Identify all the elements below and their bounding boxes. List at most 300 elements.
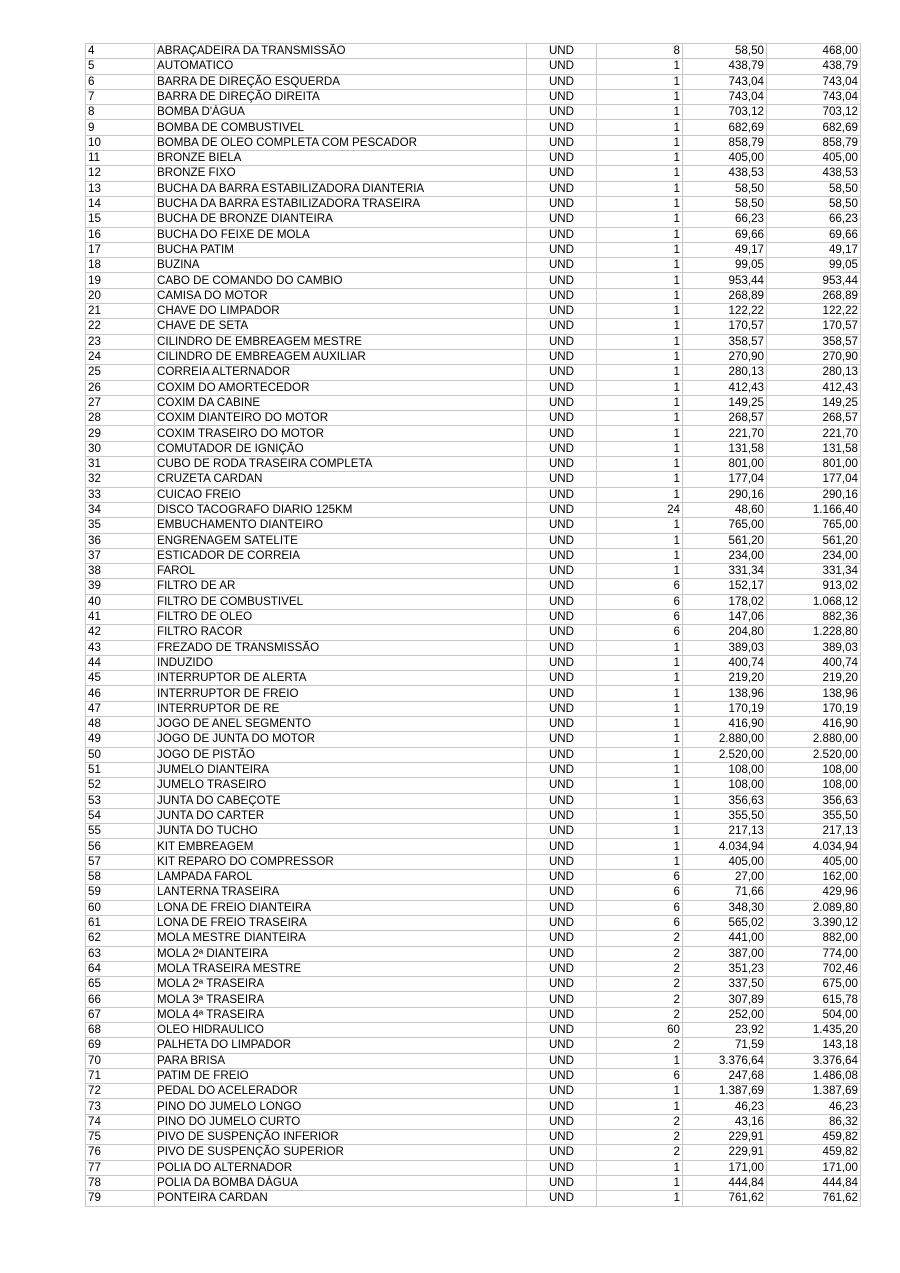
item-number-cell: 42 bbox=[86, 625, 155, 640]
item-quantity-cell: 1 bbox=[597, 74, 683, 89]
item-total-cell: 356,63 bbox=[767, 793, 861, 808]
table-row bbox=[86, 671, 861, 686]
item-unit-cell: UND bbox=[527, 1145, 597, 1160]
item-number-cell: 21 bbox=[86, 304, 155, 319]
item-total-cell: 268,89 bbox=[767, 288, 861, 303]
item-unit-price-cell: 229,91 bbox=[683, 1145, 767, 1160]
item-unit-cell: UND bbox=[527, 242, 597, 257]
item-number-cell: 20 bbox=[86, 288, 155, 303]
table-row bbox=[86, 625, 861, 640]
item-total-cell: 765,00 bbox=[767, 518, 861, 533]
item-quantity-cell: 1 bbox=[597, 747, 683, 762]
item-description-cell: JUNTA DO CARTER bbox=[155, 808, 527, 823]
item-quantity-cell: 60 bbox=[597, 1023, 683, 1038]
item-total-cell: 913,02 bbox=[767, 579, 861, 594]
item-unit-price-cell: 108,00 bbox=[683, 762, 767, 777]
item-number-cell: 71 bbox=[86, 1068, 155, 1083]
table-row bbox=[86, 1191, 861, 1206]
item-description-cell: PONTEIRA CARDAN bbox=[155, 1191, 527, 1206]
table-row bbox=[86, 762, 861, 777]
item-total-cell: 3.376,64 bbox=[767, 1053, 861, 1068]
item-description-cell: COMUTADOR DE IGNIÇÃO bbox=[155, 441, 527, 456]
item-total-cell: 234,00 bbox=[767, 548, 861, 563]
item-total-cell: 4.034,94 bbox=[767, 839, 861, 854]
item-quantity-cell: 2 bbox=[597, 961, 683, 976]
item-number-cell: 43 bbox=[86, 640, 155, 655]
item-number-cell: 36 bbox=[86, 533, 155, 548]
table-row bbox=[86, 1145, 861, 1160]
item-quantity-cell: 1 bbox=[597, 334, 683, 349]
item-number-cell: 56 bbox=[86, 839, 155, 854]
item-description-cell: JOGO DE ANEL SEGMENTO bbox=[155, 717, 527, 732]
table-row bbox=[86, 1160, 861, 1175]
item-description-cell: CUICAO FREIO bbox=[155, 487, 527, 502]
item-description-cell: COXIM TRASEIRO DO MOTOR bbox=[155, 426, 527, 441]
item-total-cell: 108,00 bbox=[767, 762, 861, 777]
item-quantity-cell: 1 bbox=[597, 349, 683, 364]
item-quantity-cell: 2 bbox=[597, 1145, 683, 1160]
item-unit-price-cell: 268,89 bbox=[683, 288, 767, 303]
item-unit-price-cell: 71,59 bbox=[683, 1038, 767, 1053]
item-description-cell: FAROL bbox=[155, 564, 527, 579]
table-row bbox=[86, 686, 861, 701]
item-unit-price-cell: 252,00 bbox=[683, 1007, 767, 1022]
item-unit-cell: UND bbox=[527, 44, 597, 59]
item-quantity-cell: 6 bbox=[597, 594, 683, 609]
item-unit-price-cell: 204,80 bbox=[683, 625, 767, 640]
item-unit-cell: UND bbox=[527, 747, 597, 762]
item-number-cell: 18 bbox=[86, 258, 155, 273]
item-unit-cell: UND bbox=[527, 961, 597, 976]
item-total-cell: 149,25 bbox=[767, 395, 861, 410]
item-unit-cell: UND bbox=[527, 105, 597, 120]
item-unit-price-cell: 400,74 bbox=[683, 655, 767, 670]
item-unit-price-cell: 438,79 bbox=[683, 59, 767, 74]
items-table-body bbox=[86, 44, 861, 1207]
item-unit-cell: UND bbox=[527, 135, 597, 150]
item-quantity-cell: 2 bbox=[597, 1114, 683, 1129]
item-unit-cell: UND bbox=[527, 609, 597, 624]
table-row bbox=[86, 273, 861, 288]
item-quantity-cell: 1 bbox=[597, 762, 683, 777]
table-row bbox=[86, 196, 861, 211]
item-unit-price-cell: 337,50 bbox=[683, 977, 767, 992]
item-quantity-cell: 1 bbox=[597, 457, 683, 472]
item-unit-cell: UND bbox=[527, 1084, 597, 1099]
item-quantity-cell: 1 bbox=[597, 824, 683, 839]
item-total-cell: 858,79 bbox=[767, 135, 861, 150]
item-number-cell: 70 bbox=[86, 1053, 155, 1068]
item-quantity-cell: 2 bbox=[597, 931, 683, 946]
item-quantity-cell: 1 bbox=[597, 242, 683, 257]
item-description-cell: COXIM DIANTEIRO DO MOTOR bbox=[155, 411, 527, 426]
item-quantity-cell: 1 bbox=[597, 518, 683, 533]
item-unit-cell: UND bbox=[527, 640, 597, 655]
table-row bbox=[86, 701, 861, 716]
item-unit-cell: UND bbox=[527, 365, 597, 380]
item-unit-price-cell: 703,12 bbox=[683, 105, 767, 120]
item-total-cell: 49,17 bbox=[767, 242, 861, 257]
item-number-cell: 77 bbox=[86, 1160, 155, 1175]
item-description-cell: JUNTA DO CABEÇOTE bbox=[155, 793, 527, 808]
item-total-cell: 504,00 bbox=[767, 1007, 861, 1022]
item-description-cell: FREZADO DE TRANSMISSÃO bbox=[155, 640, 527, 655]
item-quantity-cell: 1 bbox=[597, 196, 683, 211]
item-unit-price-cell: 270,90 bbox=[683, 349, 767, 364]
item-unit-cell: UND bbox=[527, 548, 597, 563]
table-row bbox=[86, 135, 861, 150]
item-quantity-cell: 1 bbox=[597, 166, 683, 181]
item-unit-price-cell: 290,16 bbox=[683, 487, 767, 502]
item-quantity-cell: 1 bbox=[597, 151, 683, 166]
item-number-cell: 65 bbox=[86, 977, 155, 992]
item-quantity-cell: 1 bbox=[597, 89, 683, 104]
item-unit-cell: UND bbox=[527, 472, 597, 487]
item-total-cell: 219,20 bbox=[767, 671, 861, 686]
item-total-cell: 702,46 bbox=[767, 961, 861, 976]
item-number-cell: 69 bbox=[86, 1038, 155, 1053]
item-unit-cell: UND bbox=[527, 304, 597, 319]
item-description-cell: BARRA DE DIREÇÃO DIREITA bbox=[155, 89, 527, 104]
item-unit-price-cell: 355,50 bbox=[683, 808, 767, 823]
table-row bbox=[86, 564, 861, 579]
item-unit-price-cell: 765,00 bbox=[683, 518, 767, 533]
item-number-cell: 23 bbox=[86, 334, 155, 349]
item-quantity-cell: 1 bbox=[597, 1053, 683, 1068]
item-unit-cell: UND bbox=[527, 1160, 597, 1175]
item-description-cell: MOLA 4ª TRASEIRA bbox=[155, 1007, 527, 1022]
item-number-cell: 59 bbox=[86, 885, 155, 900]
item-total-cell: 358,57 bbox=[767, 334, 861, 349]
item-number-cell: 4 bbox=[86, 44, 155, 59]
item-unit-price-cell: 405,00 bbox=[683, 854, 767, 869]
table-row bbox=[86, 166, 861, 181]
item-total-cell: 412,43 bbox=[767, 380, 861, 395]
item-quantity-cell: 1 bbox=[597, 273, 683, 288]
table-row bbox=[86, 747, 861, 762]
table-row bbox=[86, 89, 861, 104]
item-quantity-cell: 6 bbox=[597, 900, 683, 915]
table-row bbox=[86, 258, 861, 273]
item-number-cell: 74 bbox=[86, 1114, 155, 1129]
item-total-cell: 171,00 bbox=[767, 1160, 861, 1175]
item-number-cell: 39 bbox=[86, 579, 155, 594]
table-row bbox=[86, 227, 861, 242]
item-unit-price-cell: 58,50 bbox=[683, 44, 767, 59]
item-description-cell: KIT EMBREAGEM bbox=[155, 839, 527, 854]
item-number-cell: 11 bbox=[86, 151, 155, 166]
item-unit-price-cell: 108,00 bbox=[683, 778, 767, 793]
item-unit-price-cell: 348,30 bbox=[683, 900, 767, 915]
item-unit-cell: UND bbox=[527, 1038, 597, 1053]
item-unit-price-cell: 953,44 bbox=[683, 273, 767, 288]
item-description-cell: INDUZIDO bbox=[155, 655, 527, 670]
item-description-cell: INTERRUPTOR DE RE bbox=[155, 701, 527, 716]
item-unit-cell: UND bbox=[527, 59, 597, 74]
item-unit-price-cell: 2.520,00 bbox=[683, 747, 767, 762]
item-total-cell: 743,04 bbox=[767, 89, 861, 104]
item-quantity-cell: 2 bbox=[597, 1038, 683, 1053]
item-total-cell: 416,90 bbox=[767, 717, 861, 732]
item-quantity-cell: 1 bbox=[597, 181, 683, 196]
item-number-cell: 63 bbox=[86, 946, 155, 961]
item-quantity-cell: 1 bbox=[597, 778, 683, 793]
item-unit-cell: UND bbox=[527, 594, 597, 609]
item-quantity-cell: 1 bbox=[597, 120, 683, 135]
item-unit-cell: UND bbox=[527, 258, 597, 273]
item-unit-price-cell: 66,23 bbox=[683, 212, 767, 227]
item-number-cell: 27 bbox=[86, 395, 155, 410]
item-quantity-cell: 1 bbox=[597, 304, 683, 319]
item-number-cell: 58 bbox=[86, 870, 155, 885]
item-number-cell: 53 bbox=[86, 793, 155, 808]
item-description-cell: PALHETA DO LIMPADOR bbox=[155, 1038, 527, 1053]
item-quantity-cell: 1 bbox=[597, 105, 683, 120]
table-row bbox=[86, 151, 861, 166]
item-quantity-cell: 1 bbox=[597, 319, 683, 334]
item-unit-price-cell: 351,23 bbox=[683, 961, 767, 976]
item-number-cell: 66 bbox=[86, 992, 155, 1007]
item-unit-cell: UND bbox=[527, 778, 597, 793]
item-quantity-cell: 1 bbox=[597, 1160, 683, 1175]
item-description-cell: BUCHA DA BARRA ESTABILIZADORA TRASEIRA bbox=[155, 196, 527, 211]
item-quantity-cell: 6 bbox=[597, 870, 683, 885]
item-total-cell: 682,69 bbox=[767, 120, 861, 135]
item-unit-price-cell: 23,92 bbox=[683, 1023, 767, 1038]
item-description-cell: MOLA 3ª TRASEIRA bbox=[155, 992, 527, 1007]
item-number-cell: 28 bbox=[86, 411, 155, 426]
item-unit-cell: UND bbox=[527, 1175, 597, 1190]
item-unit-cell: UND bbox=[527, 74, 597, 89]
item-description-cell: CRUZETA CARDAN bbox=[155, 472, 527, 487]
item-quantity-cell: 1 bbox=[597, 288, 683, 303]
item-unit-cell: UND bbox=[527, 151, 597, 166]
item-total-cell: 221,70 bbox=[767, 426, 861, 441]
item-description-cell: LONA DE FREIO TRASEIRA bbox=[155, 915, 527, 930]
item-total-cell: 170,57 bbox=[767, 319, 861, 334]
item-description-cell: JUNTA DO TUCHO bbox=[155, 824, 527, 839]
item-unit-price-cell: 219,20 bbox=[683, 671, 767, 686]
table-row bbox=[86, 288, 861, 303]
item-quantity-cell: 1 bbox=[597, 411, 683, 426]
table-row bbox=[86, 870, 861, 885]
item-total-cell: 405,00 bbox=[767, 151, 861, 166]
item-total-cell: 331,34 bbox=[767, 564, 861, 579]
item-unit-price-cell: 49,17 bbox=[683, 242, 767, 257]
item-unit-price-cell: 170,19 bbox=[683, 701, 767, 716]
item-total-cell: 801,00 bbox=[767, 457, 861, 472]
item-total-cell: 774,00 bbox=[767, 946, 861, 961]
item-description-cell: JOGO DE JUNTA DO MOTOR bbox=[155, 732, 527, 747]
item-quantity-cell: 1 bbox=[597, 212, 683, 227]
table-row bbox=[86, 839, 861, 854]
item-unit-price-cell: 43,16 bbox=[683, 1114, 767, 1129]
item-total-cell: 400,74 bbox=[767, 655, 861, 670]
item-number-cell: 8 bbox=[86, 105, 155, 120]
item-quantity-cell: 1 bbox=[597, 426, 683, 441]
item-unit-cell: UND bbox=[527, 487, 597, 502]
item-number-cell: 57 bbox=[86, 854, 155, 869]
item-quantity-cell: 8 bbox=[597, 44, 683, 59]
item-unit-price-cell: 177,04 bbox=[683, 472, 767, 487]
item-unit-cell: UND bbox=[527, 89, 597, 104]
item-total-cell: 468,00 bbox=[767, 44, 861, 59]
item-number-cell: 45 bbox=[86, 671, 155, 686]
table-row bbox=[86, 426, 861, 441]
item-description-cell: CORREIA ALTERNADOR bbox=[155, 365, 527, 380]
item-unit-cell: UND bbox=[527, 1114, 597, 1129]
item-number-cell: 29 bbox=[86, 426, 155, 441]
table-row bbox=[86, 1053, 861, 1068]
item-description-cell: JUMELO DIANTEIRA bbox=[155, 762, 527, 777]
table-row bbox=[86, 1038, 861, 1053]
item-total-cell: 405,00 bbox=[767, 854, 861, 869]
item-total-cell: 177,04 bbox=[767, 472, 861, 487]
table-row bbox=[86, 59, 861, 74]
item-unit-price-cell: 171,00 bbox=[683, 1160, 767, 1175]
item-total-cell: 761,62 bbox=[767, 1191, 861, 1206]
item-unit-cell: UND bbox=[527, 625, 597, 640]
item-description-cell: AUTOMATICO bbox=[155, 59, 527, 74]
item-number-cell: 38 bbox=[86, 564, 155, 579]
item-unit-price-cell: 743,04 bbox=[683, 74, 767, 89]
item-quantity-cell: 24 bbox=[597, 502, 683, 517]
item-number-cell: 16 bbox=[86, 227, 155, 242]
table-row bbox=[86, 717, 861, 732]
table-row bbox=[86, 242, 861, 257]
table-row bbox=[86, 518, 861, 533]
item-description-cell: CILINDRO DE EMBREAGEM AUXILIAR bbox=[155, 349, 527, 364]
item-quantity-cell: 1 bbox=[597, 640, 683, 655]
table-row bbox=[86, 992, 861, 1007]
item-unit-price-cell: 122,22 bbox=[683, 304, 767, 319]
item-unit-cell: UND bbox=[527, 808, 597, 823]
table-row bbox=[86, 319, 861, 334]
item-total-cell: 389,03 bbox=[767, 640, 861, 655]
item-unit-cell: UND bbox=[527, 870, 597, 885]
item-number-cell: 78 bbox=[86, 1175, 155, 1190]
item-number-cell: 76 bbox=[86, 1145, 155, 1160]
item-total-cell: 438,53 bbox=[767, 166, 861, 181]
item-number-cell: 34 bbox=[86, 502, 155, 517]
item-description-cell: PINO DO JUMELO CURTO bbox=[155, 1114, 527, 1129]
item-number-cell: 49 bbox=[86, 732, 155, 747]
table-row bbox=[86, 1175, 861, 1190]
item-unit-cell: UND bbox=[527, 380, 597, 395]
item-description-cell: CUBO DE RODA TRASEIRA COMPLETA bbox=[155, 457, 527, 472]
item-number-cell: 10 bbox=[86, 135, 155, 150]
item-unit-cell: UND bbox=[527, 533, 597, 548]
item-total-cell: 268,57 bbox=[767, 411, 861, 426]
item-description-cell: POLIA DO ALTERNADOR bbox=[155, 1160, 527, 1175]
item-unit-price-cell: 138,96 bbox=[683, 686, 767, 701]
table-row bbox=[86, 349, 861, 364]
item-unit-cell: UND bbox=[527, 395, 597, 410]
item-description-cell: EMBUCHAMENTO DIANTEIRO bbox=[155, 518, 527, 533]
table-row bbox=[86, 1084, 861, 1099]
item-description-cell: MOLA TRASEIRA MESTRE bbox=[155, 961, 527, 976]
item-description-cell: LAMPADA FAROL bbox=[155, 870, 527, 885]
item-quantity-cell: 1 bbox=[597, 1175, 683, 1190]
table-row bbox=[86, 793, 861, 808]
item-unit-price-cell: 46,23 bbox=[683, 1099, 767, 1114]
item-unit-cell: UND bbox=[527, 120, 597, 135]
table-row bbox=[86, 977, 861, 992]
item-total-cell: 170,19 bbox=[767, 701, 861, 716]
item-total-cell: 1.228,80 bbox=[767, 625, 861, 640]
item-unit-cell: UND bbox=[527, 717, 597, 732]
item-unit-cell: UND bbox=[527, 1099, 597, 1114]
item-number-cell: 22 bbox=[86, 319, 155, 334]
item-unit-cell: UND bbox=[527, 1007, 597, 1022]
item-unit-price-cell: 229,91 bbox=[683, 1130, 767, 1145]
item-description-cell: KIT REPARO DO COMPRESSOR bbox=[155, 854, 527, 869]
item-description-cell: BUCHA DA BARRA ESTABILIZADORA DIANTERIA bbox=[155, 181, 527, 196]
table-row bbox=[86, 824, 861, 839]
item-number-cell: 7 bbox=[86, 89, 155, 104]
item-total-cell: 108,00 bbox=[767, 778, 861, 793]
item-total-cell: 2.880,00 bbox=[767, 732, 861, 747]
item-unit-cell: UND bbox=[527, 166, 597, 181]
item-number-cell: 47 bbox=[86, 701, 155, 716]
table-row bbox=[86, 1130, 861, 1145]
item-number-cell: 31 bbox=[86, 457, 155, 472]
item-description-cell: DISCO TACOGRAFO DIARIO 125KM bbox=[155, 502, 527, 517]
item-unit-cell: UND bbox=[527, 686, 597, 701]
item-total-cell: 743,04 bbox=[767, 74, 861, 89]
item-quantity-cell: 2 bbox=[597, 1007, 683, 1022]
item-unit-price-cell: 358,57 bbox=[683, 334, 767, 349]
item-quantity-cell: 1 bbox=[597, 701, 683, 716]
item-total-cell: 882,36 bbox=[767, 609, 861, 624]
item-total-cell: 58,50 bbox=[767, 181, 861, 196]
item-total-cell: 99,05 bbox=[767, 258, 861, 273]
item-total-cell: 1.486,08 bbox=[767, 1068, 861, 1083]
item-quantity-cell: 1 bbox=[597, 1084, 683, 1099]
table-row bbox=[86, 594, 861, 609]
table-row bbox=[86, 778, 861, 793]
item-quantity-cell: 1 bbox=[597, 793, 683, 808]
item-number-cell: 37 bbox=[86, 548, 155, 563]
item-total-cell: 58,50 bbox=[767, 196, 861, 211]
table-row bbox=[86, 655, 861, 670]
item-description-cell: FILTRO RACOR bbox=[155, 625, 527, 640]
item-unit-cell: UND bbox=[527, 977, 597, 992]
item-quantity-cell: 1 bbox=[597, 671, 683, 686]
table-row bbox=[86, 380, 861, 395]
item-quantity-cell: 6 bbox=[597, 915, 683, 930]
item-number-cell: 50 bbox=[86, 747, 155, 762]
item-unit-price-cell: 438,53 bbox=[683, 166, 767, 181]
table-row bbox=[86, 732, 861, 747]
item-total-cell: 3.390,12 bbox=[767, 915, 861, 930]
table-row bbox=[86, 1099, 861, 1114]
item-description-cell: INTERRUPTOR DE FREIO bbox=[155, 686, 527, 701]
item-unit-price-cell: 4.034,94 bbox=[683, 839, 767, 854]
item-unit-cell: UND bbox=[527, 701, 597, 716]
item-quantity-cell: 6 bbox=[597, 609, 683, 624]
item-unit-price-cell: 565,02 bbox=[683, 915, 767, 930]
item-description-cell: PIVO DE SUSPENÇÃO INFERIOR bbox=[155, 1130, 527, 1145]
item-number-cell: 52 bbox=[86, 778, 155, 793]
table-row bbox=[86, 579, 861, 594]
item-number-cell: 35 bbox=[86, 518, 155, 533]
item-total-cell: 290,16 bbox=[767, 487, 861, 502]
table-row bbox=[86, 457, 861, 472]
item-unit-price-cell: 331,34 bbox=[683, 564, 767, 579]
item-quantity-cell: 1 bbox=[597, 854, 683, 869]
item-unit-cell: UND bbox=[527, 273, 597, 288]
